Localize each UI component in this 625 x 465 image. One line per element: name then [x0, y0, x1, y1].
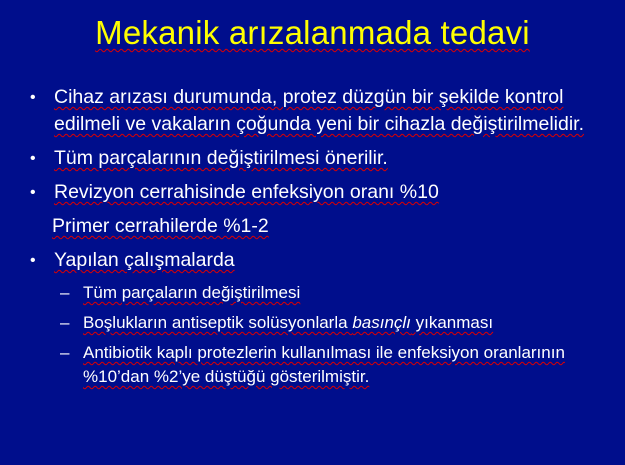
sub-bullet-item-1 [28, 281, 608, 305]
sub-bullet-text-2 [83, 313, 493, 332]
sub-bullet-text-2-end: yıkanması [410, 313, 494, 332]
sub-bullet-text-3: Antibiotik kaplı protezlerin kullanılması ile enfeksiyon oranlarının %10’dan %2’ye düştüğü gösterilmiştir. [83, 343, 565, 386]
bullet-text-3-continuation: Primer cerrahilerde %1-2 [52, 215, 269, 237]
bullet-item-2 [28, 145, 608, 172]
dash-icon: – [60, 313, 70, 332]
bullet-icon: • [30, 252, 36, 269]
sub-bullet-item-2 [28, 311, 608, 335]
bullet-icon: • [30, 184, 36, 201]
slide-title-text: Mekanik arızalanmada tedavi [95, 14, 530, 51]
bullet-item-1 [28, 84, 608, 138]
bullet-item-4 [28, 247, 608, 274]
bullet-text-4: Yapılan çalışmalarda [54, 249, 235, 271]
sub-bullet-text-2-start: Boşlukların antiseptik solüsyonlarla [83, 313, 353, 332]
slide-title [0, 14, 625, 52]
bullet-icon: • [30, 89, 36, 106]
dash-icon: – [60, 343, 70, 362]
slide-body [28, 84, 608, 395]
bullet-text-3: Revizyon cerrahisinde enfeksiyon oranı %10 [54, 181, 439, 203]
bullet-item-3 [28, 179, 608, 206]
sub-bullet-text-2-italic: basınçlı [352, 313, 411, 332]
dash-icon: – [60, 283, 70, 302]
bullet-text-2: Tüm parçalarının değiştirilmesi önerilir. [54, 147, 388, 169]
bullet-item-3-continuation [28, 213, 608, 240]
sub-bullet-text-1: Tüm parçaların değiştirilmesi [83, 283, 301, 302]
bullet-icon: • [30, 150, 36, 167]
bullet-text-1: Cihaz arızası durumunda, protez düzgün bir şekilde kontrol edilmeli ve vakaların çoğunda yeni bir cihazla değiştirilmelidir. [54, 86, 585, 135]
sub-bullet-item-3 [28, 341, 608, 389]
